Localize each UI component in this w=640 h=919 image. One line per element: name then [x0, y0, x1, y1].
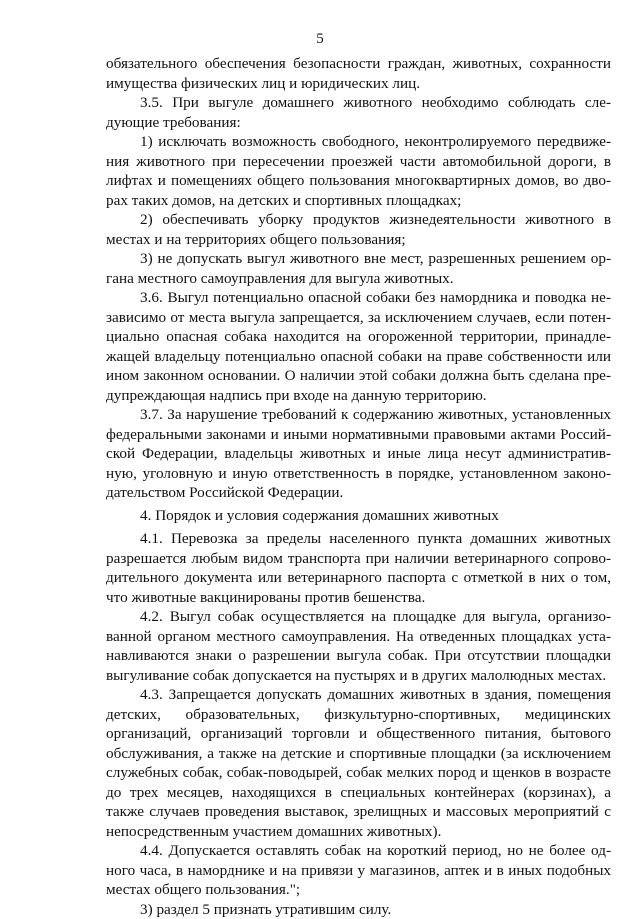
paragraph-continuation: обязательного обеспечения безопасности граждан, животных, сохранности имущества физических лиц и юридических лиц.	[106, 54, 611, 93]
paragraph-3-6: 3.6. Выгул потенциально опасной собаки без намордника и поводка независимо от места выгула запрещается, за исключением случаев, если потенциально опасная собака находится на огороженной территории, принадлежащей владельцу потенциально опасной собаки на праве собственности или ином законном основании. О наличии этой собаки должна быть сделана предупреждающая надпись при входе на данную территорию.	[106, 288, 611, 405]
paragraph-4-3: 4.3. Запрещается допускать домашних животных в здания, помещения детских, образовательных, физкультурно-спортивных, медицинских организаций, организаций торговли и общественного питания, бытового обслуживания, а также на детские и спортивные площадки (за исключением служебных собак, собак-поводырей, собак мелких пород и щенков в возрасте до трех месяцев, находящихся в специальных контейнерах (корзинах), а также случаев проведения выставок, зрелищных и массовых мероприятий с непосредственным участием домашних животных).	[106, 685, 611, 841]
paragraph-4-2: 4.2. Выгул собак осуществляется на площадке для выгула, организованной органом местного самоуправления. На отведенных площадках устанавливаются знаки о разрешении выгула собак. При отсутствии площадки выгуливание собак допускается на пустырях и в других малолюдных местах.	[106, 607, 611, 685]
paragraph-3-7: 3.7. За нарушение требований к содержанию животных, установленных федеральными законами и иными нормативными правовыми актами Российской Федерации, владельцы животных и иные лица несут административную, уголовную и иную ответственность в порядке, установленном законодательством Российской Федерации.	[106, 405, 611, 503]
document-body	[106, 54, 611, 919]
paragraph-4-1: 4.1. Перевозка за пределы населенного пункта домашних животных разрешается любым видом транспорта при наличии ветеринарного сопроводительного документа или ветеринарного паспорта с отметкой в них о том, что животные вакцинированы против бешенства.	[106, 529, 611, 607]
paragraph-3-5: 3.5. При выгуле домашнего животного необходимо соблюдать следующие требования:	[106, 93, 611, 132]
paragraph-4-4: 4.4. Допускается оставлять собак на короткий период, но не более одного часа, в наморднике и на привязи у магазинов, аптек и в иных подобных местах общего пользования.";	[106, 841, 611, 900]
list-item-1: 1) исключать возможность свободного, неконтролируемого передвижения животного при пересечении проезжей части автомобильной дороги, в лифтах и помещениях общего пользования многоквартирных домов, во дворах таких домов, на детских и спортивных площадках;	[106, 132, 611, 210]
list-item-3: 3) не допускать выгул животного вне мест, разрешенных решением органа местного самоуправления для выгула животных.	[106, 249, 611, 288]
section-heading-4: 4. Порядок и условия содержания домашних животных	[106, 506, 611, 526]
list-item-2: 2) обеспечивать уборку продуктов жизнедеятельности животного в местах и на территориях общего пользования;	[106, 210, 611, 249]
page-number: 5	[0, 30, 640, 48]
amendment-item-3: 3) раздел 5 признать утратившим силу.	[106, 900, 611, 919]
